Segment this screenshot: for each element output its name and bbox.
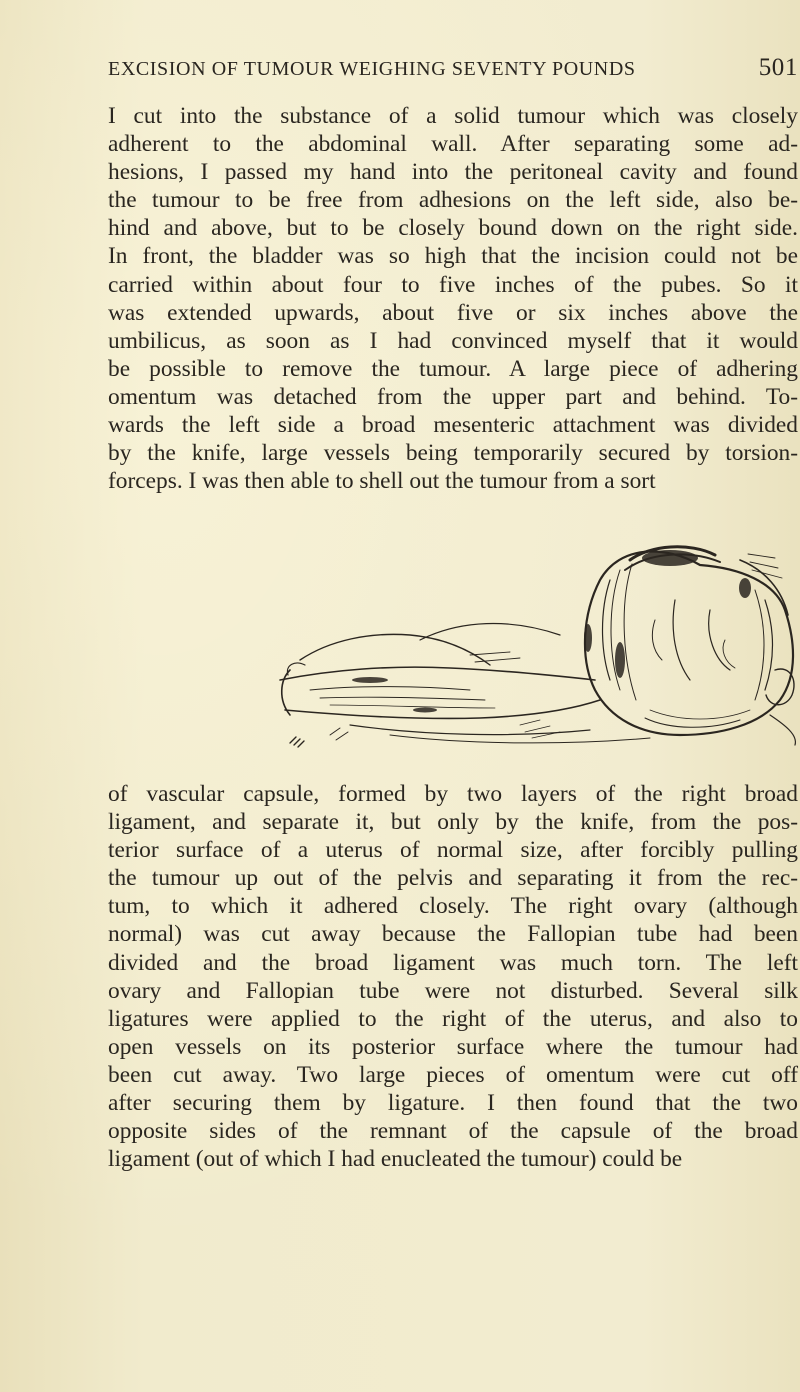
text-line: I cut into the substance of a solid tumour which was closely bbox=[108, 103, 798, 129]
text-line: after securing them by ligature. I then found that the two bbox=[108, 1090, 798, 1117]
text-line: wards the left side a broad mesenteric attachment was divided bbox=[108, 412, 798, 439]
paragraph-top bbox=[108, 102, 798, 495]
reclining-patient-with-tumour-illustration bbox=[270, 540, 800, 755]
text-line: forceps. I was then able to shell out the tumour from a sort bbox=[108, 468, 656, 495]
text-line: of vascular capsule, formed by two layers of the right broad bbox=[108, 781, 798, 807]
text-line: be possible to remove the tumour. A large piece of adhering bbox=[108, 355, 798, 382]
text-line: the tumour up out of the pelvis and separating it from the rec- bbox=[108, 865, 798, 892]
text-line: omentum was detached from the upper part and behind. To- bbox=[108, 383, 798, 410]
text-line: been cut away. Two large pieces of omentum were cut off bbox=[108, 1061, 798, 1088]
text-line: hind and above, but to be closely bound down on the right side. bbox=[108, 215, 798, 242]
text-line: normal) was cut away because the Fallopian tube had been bbox=[108, 921, 798, 948]
text-line: umbilicus, as soon as I had convinced myself that it would bbox=[108, 327, 798, 354]
text-line: ovary and Fallopian tube were not disturbed. Several silk bbox=[108, 977, 798, 1004]
paragraph-bottom bbox=[108, 780, 798, 1173]
text-line: by the knife, large vessels being temporarily secured by torsion- bbox=[108, 440, 798, 467]
text-line: was extended upwards, about five or six inches above the bbox=[108, 299, 798, 326]
running-title: EXCISION OF TUMOUR WEIGHING SEVENTY POUNDS bbox=[108, 58, 636, 80]
text-line: carried within about four to five inches of the pubes. So it bbox=[108, 271, 798, 298]
text-line: tum, to which it adhered closely. The right ovary (although bbox=[108, 893, 798, 920]
text-line: opposite sides of the remnant of the capsule of the broad bbox=[108, 1118, 798, 1145]
text-line: terior surface of a uterus of normal size, after forcibly pulling bbox=[108, 837, 798, 864]
page-number: 501 bbox=[758, 54, 798, 81]
text-line: ligament, and separate it, but only by the knife, from the pos- bbox=[108, 809, 798, 836]
text-line: In front, the bladder was so high that the incision could not be bbox=[108, 243, 798, 270]
text-line: open vessels on its posterior surface where the tumour had bbox=[108, 1033, 798, 1060]
text-line: divided and the broad ligament was much torn. The left bbox=[108, 949, 798, 976]
text-line: ligatures were applied to the right of the uterus, and also to bbox=[108, 1005, 798, 1032]
text-line: ligament (out of which I had enucleated the tumour) could be bbox=[108, 1146, 683, 1173]
illustration-figure bbox=[270, 540, 800, 755]
text-line: adherent to the abdominal wall. After separating some ad- bbox=[108, 131, 798, 158]
text-line: the tumour to be free from adhesions on the left side, also be- bbox=[108, 187, 798, 214]
text-line: hesions, I passed my hand into the peritoneal cavity and found bbox=[108, 159, 798, 186]
